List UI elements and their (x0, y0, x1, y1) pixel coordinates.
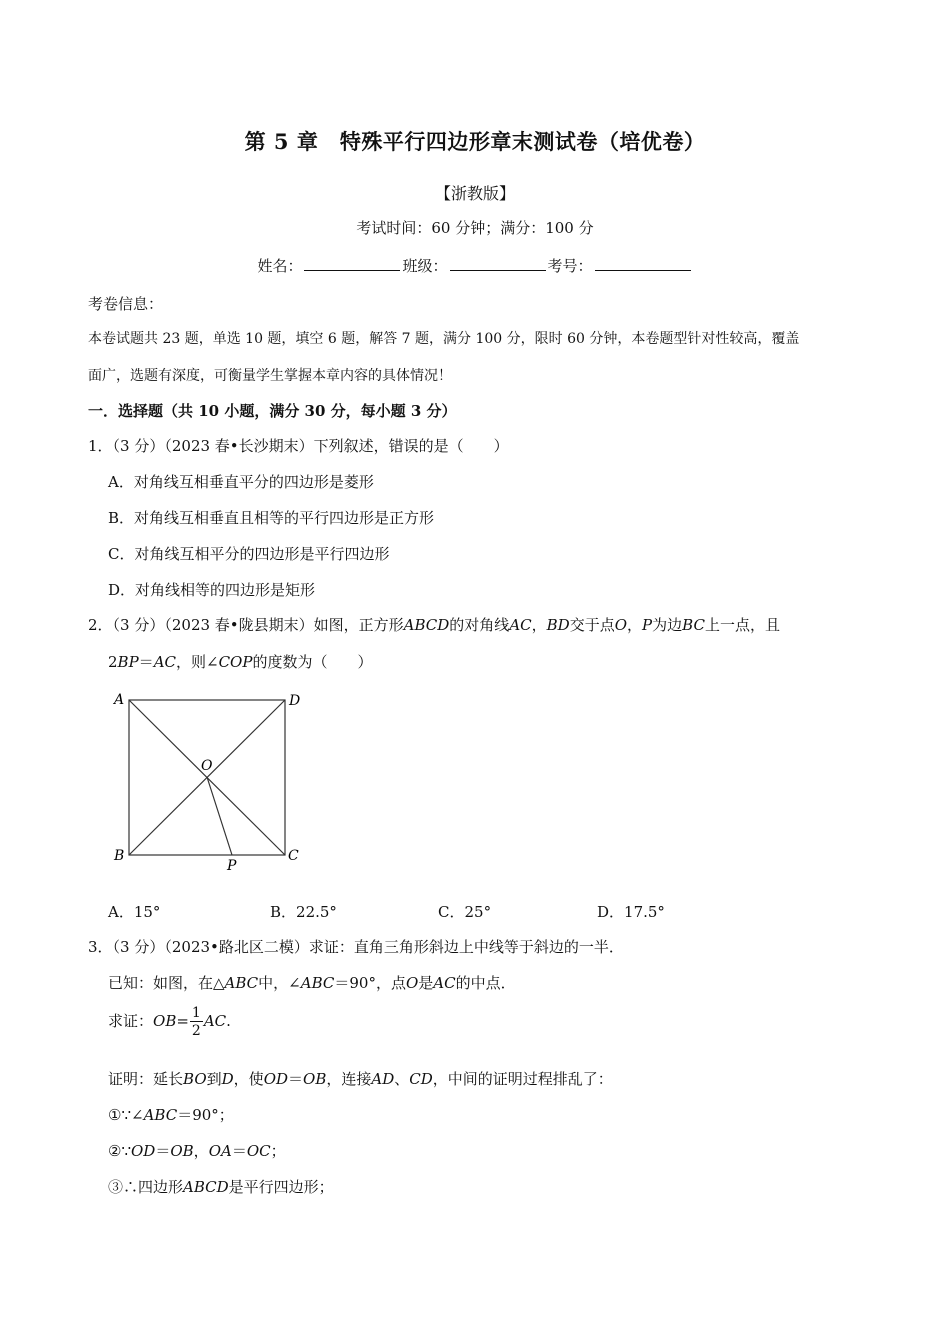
label-b: B (114, 848, 125, 864)
intro-line-2: 面广，选题有深度，可衡量学生掌握本章内容的具体情况！ (88, 368, 452, 384)
question-1-option-b: B．对角线互相垂直且相等的平行四边形是正方形 (108, 509, 435, 527)
info-heading: 考卷信息： (88, 295, 164, 313)
square-figure (108, 686, 304, 876)
question-3-given: 已知：如图，在△ABC中，∠ABC＝90°，点O是AC的中点． (108, 974, 516, 992)
label-p: P (227, 858, 237, 874)
number-label: 考号： (547, 257, 593, 275)
student-fields (0, 255, 950, 276)
name-label: 姓名： (257, 257, 303, 275)
one-half-fraction: $\frac{1}{2}$ (191, 1005, 201, 1039)
segment-op (207, 777, 232, 855)
question-2-stem-line-2: 2BP＝AC，则∠COP的度数为（ ） (108, 653, 373, 671)
exam-info: 考试时间：60 分钟；满分：100 分 (356, 219, 594, 237)
question-1-option-a: A．对角线互相垂直平分的四边形是菱形 (108, 473, 374, 491)
name-blank[interactable] (304, 255, 400, 271)
question-3-step-1: ①∵∠ABC＝90°； (108, 1106, 234, 1124)
label-a: A (114, 692, 125, 708)
label-d: D (289, 693, 301, 709)
question-3-step-3: ③∴四边形ABCD是平行四边形； (108, 1178, 334, 1196)
question-3-prove: 求证：OB= $\frac{1}{2}$ AC. (108, 1005, 231, 1039)
question-2-stem-line-1: 2．（3 分）（2023 春•陇县期末）如图，正方形ABCD的对角线AC，BD交于点O，P为边BC上一点，且 (88, 616, 780, 634)
question-2-option-c: C．25° (438, 903, 492, 921)
question-2-option-b: B．22.5° (270, 903, 337, 921)
question-1-option-d: D．对角线相等的四边形是矩形 (108, 581, 316, 599)
class-blank[interactable] (450, 255, 546, 271)
question-1-stem: 1．（3 分）（2023 春•长沙期末）下列叙述，错误的是（ ） (88, 437, 509, 455)
intro-line-1: 本卷试题共 23 题，单选 10 题，填空 6 题，解答 7 题，满分 100 分，限时 60 分钟，本卷题型针对性较高，覆盖 (88, 331, 800, 347)
section-heading: 一．选择题（共 10 小题，满分 30 分，每小题 3 分） (88, 402, 457, 420)
label-o: O (201, 758, 213, 774)
question-3-proof-intro: 证明：延长BO到D，使OD＝OB，连接AD、CD，中间的证明过程排乱了： (108, 1070, 613, 1088)
class-label: 班级： (402, 257, 448, 275)
number-blank[interactable] (595, 255, 691, 271)
question-3-stem: 3．（3 分）（2023•路北区二模）求证：直角三角形斜边上中线等于斜边的一半． (88, 938, 624, 956)
page-title: 第 5 章 特殊平行四边形章末测试卷（培优卷） (244, 129, 706, 154)
question-1-option-c: C．对角线互相平分的四边形是平行四边形 (108, 545, 390, 563)
question-2-option-d: D．17.5° (597, 903, 665, 921)
edition-label: 【浙教版】 (434, 184, 515, 203)
label-c: C (288, 848, 299, 864)
question-3-step-2: ②∵OD＝OB，OA＝OC； (108, 1142, 286, 1160)
question-2-option-a: A．15° (108, 903, 161, 921)
